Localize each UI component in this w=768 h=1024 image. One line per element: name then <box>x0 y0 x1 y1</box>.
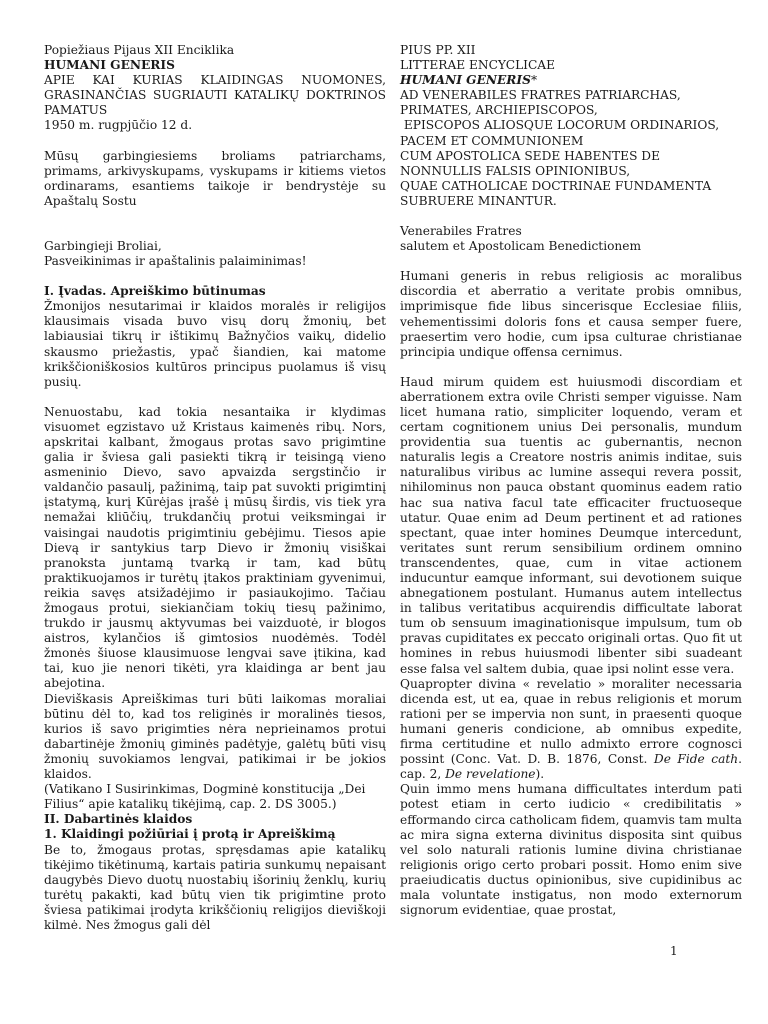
right-header-line-4: AD VENERABILES FRATRES PATRIARCHAS, <box>400 88 681 103</box>
right-header-line-8: CUM APOSTOLICA SEDE HABENTES DE <box>400 148 660 163</box>
right-header-line-6: EPISCOPOS ALIOSQUE LOCORUM ORDINARIOS, <box>400 118 720 133</box>
right-greeting-1: Venerabiles Fratres <box>400 224 522 239</box>
right-para-1: Humani generis in rebus religiosis ac moralibus discordia et aberratio a veritate probis omnibus, imprimisque fide libus sincerisque Ecclesiae filiis, vehementissimi doloris fons et causa semper fuere, praesertim vero hodie, cum ipsa culturae christianae principia undique offensa cernimus. <box>400 269 742 359</box>
left-section2-title: II. Dabartinės klaidos <box>44 812 193 827</box>
right-para-3-text-a: Quapropter divina « revelatio » moraliter necessaria dicenda est, ut ea, quae in rebus religionis et morum rationi per se impervia non sunt, in praesenti quoque humani generis condicione, ab omnibus expedite, firma certitudine et nullo admixto errore cognosci possint (Conc. Vat. D. B. 1876, Const. <box>400 676 742 767</box>
left-date: 1950 m. rugpjūčio 12 d. <box>44 118 193 133</box>
right-title-line <box>400 73 742 88</box>
right-greeting-2: salutem et Apostolicam Benedictionem <box>400 239 642 254</box>
right-para-3-text-b: . cap. 2, <box>400 752 742 782</box>
right-para-3-text-c: ). <box>535 767 545 782</box>
left-para-1: Žmonijos nesutarimai ir klaidos moralės ir religijos klausimais visada buvo visų dorų žmonių, bet labiausiai tikrų ir ištikimų Bažnyčios vaikų, didelio skausmo priežastis, ypač šiandien, kai matome krikščioniškosios kultūros principus puolamus iš visų pusių. <box>44 299 386 389</box>
right-title-asterisk: * <box>530 73 538 88</box>
left-title: HUMANI GENERIS <box>44 58 175 73</box>
left-para-2: Nenuostabu, kad tokia nesantaika ir klydimas visuomet egzistavo už Kristaus kaimenės ribų. Nors, apskritai kalbant, žmogaus protas savo prigimtine galia ir šviesa gali pasiekti tikrą ir teisingą vieno asmeninio Dievo, savo apvaizda sergstinčio ir valdančio pasaulį, pažinimą, taip pat suvokti prigimtinį įstatymą, kurį Kūrėjas įrašė į mūsų širdis, vis tiek yra nemažai kliūčių, trukdančių protui veiksmingai ir vaisingai naudotis prigimtiniu gebėjimu. Tiesos apie Dievą ir santykius tarp Dievo ir žmonių visiškai pranoksta juntamą tvarką ir tam, kad būtų praktikuojamos ir turėtų įtakos praktiniam gyvenimui, reikia savęs atsižadėjimo ir pasiaukojimo. Tačiau žmogaus protui, siekiančiam tokių tiesų pažinimo, trukdo ir jausmų aktyvumas bei vaizduotė, ir blogos aistros, kylančios iš gimtosios nuodėmės. Todėl žmonės šiuose klausimuose lengvai save įtikina, kad tai, kuo jie nenori tikėti, yra klaidinga ar bent jau abejotina. <box>44 404 386 691</box>
left-greeting-2: Pasveikinimas ir apaštalinis palaiminimas! <box>44 254 307 269</box>
right-header-line-2: LITTERAE ENCYCLICAE <box>400 58 556 73</box>
left-section2-subtitle: 1. Klaidingi požiūriai į protą ir Apreiškimą <box>44 827 336 842</box>
right-header-line-10: QUAE CATHOLICAE DOCTRINAE FUNDAMENTA <box>400 178 712 193</box>
right-header-line-5: PRIMATES, ARCHIEPISCOPOS, <box>400 103 598 118</box>
right-header-line-1: PIUS PP. XII <box>400 43 476 57</box>
left-greeting-1: Garbingieji Broliai, <box>44 238 162 253</box>
left-para-4: Be to, žmogaus protas, spręsdamas apie katalikų tikėjimo tikėtinumą, kartais patiria sunkumų nepaisant daugybės Dievo duotų nuostabių išorinių ženklų, kurių turėtų pakakti, kad būtų vien tik prigimtine proto šviesa patikimai įrodyta krikščionių religijos dieviškoji kilmė. Nes žmogus gali dėl <box>44 842 386 932</box>
left-section1-title: I. Įvadas. Apreiškimo būtinumas <box>44 284 266 299</box>
left-header-line-1: Popiežiaus Pijaus XII Enciklika <box>44 43 235 57</box>
right-title: HUMANI GENERIS <box>400 73 531 88</box>
right-para-3-italic-2: De revelatione <box>445 767 536 782</box>
left-note: (Vatikano I Susirinkimas, Dogminė konstitucija „Dei Filius“ apie katalikų tikėjimą, cap. 2. DS 3005.) <box>44 782 366 812</box>
page-number: 1 <box>670 944 678 958</box>
right-para-2: Haud mirum quidem est huiusmodi discordiam et aberrationem extra ovile Christi semper viguisse. Nam licet humana ratio, simpliciter loquendo, veram et certam cognitionem unius Dei personalis, mundum providentia sua tuentis ac gubernantis, necnon naturalis legis a Creatore nostris animis inditae, suis naturalibus viribus ac lumine assequi revera possit, nihilominus non pauca obstant quominus eadem ratio hac sua nativa facul tate efficaciter fructuoseque utatur. Quae enim ad Deum pertinent et ad rationes spectant, quae inter homines Deumque intercedunt, veritates sunt rerum sensibilium ordinem omnino transcendentes, quae, cum in vitae actionem inducuntur eamque informant, sui devotionem suique abnegationem postulant. Humanus autem intellectus in talibus veritatibus acquirendis difficultate laborat tum ob sensuum imaginationisque impulsum, tum ob pravas cupiditates ex peccato originali ortas. Quo fit ut homines in rebus huiusmodi libenter sibi suadeant esse falsa vel saltem dubia, quae ipsi nolint esse vera. <box>400 374 742 676</box>
lithuanian-column <box>44 43 386 933</box>
right-para-4: Quin immo mens humana difficultates interdum pati potest etiam in certo iudicio « credibilitatis » efformando circa catholicam fidem, quamvis tam multa ac mira signa externa divinitus disposita sint quibus vel solo naturali rationis lumine divina christianae religionis origo certo probari possit. Homo enim sive praeiudicatis ductus opinionibus, sive cupidinibus ac mala voluntate instigatus, non modo externorum signorum evidentiae, quae prostat, <box>400 782 742 918</box>
left-addressees: Mūsų garbingiesiems broliams patriarchams, primams, arkivyskupams, vyskupams ir kitiems vietos ordinarams, esantiems taikoje ir bendrystėje su Apaštalų Sostu <box>44 148 386 208</box>
right-header-line-9: NONNULLIS FALSIS OPINIONIBUS, <box>400 163 631 178</box>
latin-column <box>400 43 742 918</box>
right-header-line-11: SUBRUERE MINANTUR. <box>400 193 557 208</box>
left-para-3: Dieviškasis Apreiškimas turi būti laikomas moraliai būtinu dėl to, kad tos religinės ir moralinės tiesos, kurios iš savo prigimties nėra neprieinamos protui dabartinėje žmonių giminės padėtyje, galėtų būti visų žmonių suvokiamos lengvai, patikimai ir be jokios klaidos. <box>44 691 386 782</box>
right-header-line-7: PACEM ET COMMUNIONEM <box>400 133 584 148</box>
right-para-3 <box>400 677 742 783</box>
left-subtitle: APIE KAI KURIAS KLAIDINGAS NUOMONES, GRASINANČIAS SUGRIAUTI KATALIKŲ DOKTRINOS PAMATUS <box>44 73 386 118</box>
right-para-3-italic-1: De Fide cath <box>653 752 739 767</box>
